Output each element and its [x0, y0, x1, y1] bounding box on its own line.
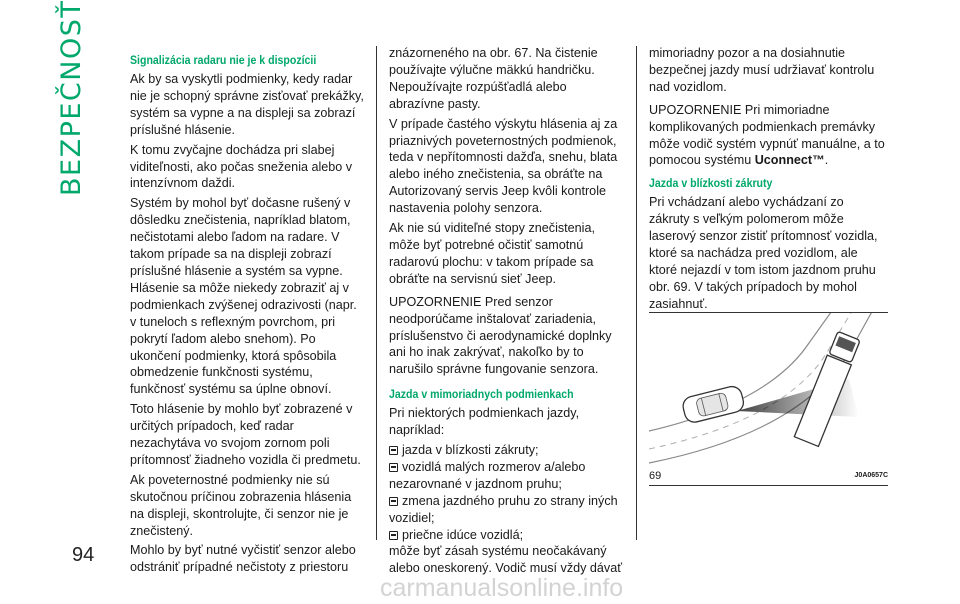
list-item: priečne idúce vozidlá; — [389, 527, 625, 544]
bullet-icon — [389, 531, 398, 540]
bullet-icon — [389, 446, 398, 455]
column-divider — [376, 46, 377, 540]
bullet-icon — [389, 463, 398, 472]
bullet-list — [389, 442, 625, 543]
list-item: vozidlá malých rozmerov a/alebo nezarovnané v jazdnom pruhu; — [389, 459, 586, 491]
paragraph: Toto hlásenie by mohlo byť zobrazené v určitých prípadoch, keď radar nezachytáva vo svojom zornom poli prítomnosť žiadneho vozidla či predmetu. — [130, 402, 361, 467]
figure-code: J0A0657C — [854, 472, 888, 479]
watermark: carmanualsonline.info — [380, 574, 624, 602]
paragraph: K tomu zvyčajne dochádza pri slabej viditeľnosti, ako počas sneženia alebo v intenzívnom daždi. — [130, 142, 353, 191]
list-item: zmena jazdného pruhu zo strany iných vozidiel; — [389, 493, 618, 525]
paragraph: mimoriadny pozor a na dosiahnutie bezpečnej jazdy musí udržiavať kontrolu nad vozidlom. — [649, 46, 875, 94]
car-icon — [681, 384, 746, 424]
column-1 — [130, 52, 366, 579]
list-item: jazda v blízkosti zákruty; — [389, 442, 625, 459]
curve-road-illustration — [649, 313, 888, 485]
paragraph: V prípade častého výskytu hlásenia aj za priaznivých poveternostných podmienok, teda v nepřítomnosti dažďa, snehu, blata alebo iného znečistenia, sa obráťte na Autorizovaný servis Jeep kvôli kontrole nastavenia polohy senzora. — [389, 116, 618, 216]
heading-near-curve: Jazda v blízkosti zákruty — [649, 176, 773, 191]
paragraph: Systém by mohol byť dočasne rušený v dôsledku znečistenia, napríklad blatom, nečistotami alebo ľadom na radare. V takom prípade sa na displeji zobrazí príslušné hlásenie a systém sa vypne. Hlásenie sa môže niekedy zobraziť aj v podmienkach zvýšenej odrazivosti (napr. v tuneloch s reflexným povrchom, pri pokrytí ľadom alebo snehom). Po ukončení podmienky, ktorá spôsobila obmedzenie funkčnosti systému, funkčnosť systému sa úplne obnoví. — [130, 196, 357, 397]
uconnect-brand: Uconnect™ — [754, 153, 825, 168]
column-2 — [389, 45, 625, 580]
column-divider — [636, 46, 637, 540]
warning-paragraph: UPOZORNENIE Pri mimoriadne komplikovaných podmienkach premávky môže vodič systém vypnúť manuálne, a to pomocou systému Uconnect™. — [649, 102, 885, 168]
page-number: 94 — [72, 544, 95, 566]
paragraph: Ak poveternostné podmienky nie sú skutočnou príčinou zobrazenia hlásenia na displeji, skontrolujte, či senzor nie je znečistený. — [130, 472, 352, 538]
paragraph: môže byť zásah systému neočakávaný alebo oneskorený. Vodič musí vždy dávať — [389, 544, 622, 576]
heading-radar-unavailable: Signalizácia radaru nie je k dispozícii — [130, 53, 317, 67]
paragraph: Pri vchádzaní alebo vychádzaní zo zákruty s veľkým polomerom môže laserový senzor zistiť prítomnosť vozidla, ktoré sa nachádza pred vozidlom, ale ktoré nejazdí v tom istom jazdnom pruhu obr. 69. V takých prípadoch by mohol zasiahnuť. — [649, 195, 878, 311]
figure-curve-illustration — [649, 312, 888, 486]
paragraph: Ak nie sú viditeľné stopy znečistenia, môže byť potrebné očistiť samotnú radarovú plochu: v takom prípade sa obráťte na servisnú sieť Jeep. — [389, 221, 595, 286]
bullet-icon — [389, 497, 398, 506]
warning-paragraph: UPOZORNENIE Pred senzor neodporúčame inštalovať zariadenia, príslušenstvo či aerodynamické doplnky ani ho inak zakrývať, nakoľko by to narušilo správne fungovanie senzora. — [389, 294, 612, 377]
paragraph: Mohlo by byť nutné vyčistiť senzor alebo odstrániť prípadné nečistoty z priestoru — [130, 543, 356, 575]
section-title: BEZPEČNOSŤ — [56, 0, 87, 196]
heading-special-conditions: Jazda v mimoriadnych podmienkach — [389, 387, 574, 402]
figure-number: 69 — [649, 470, 662, 482]
column-3 — [649, 45, 885, 316]
paragraph: Ak by sa vyskytli podmienky, kedy radar nie je schopný správne zisťovať prekážky, systém sa vypne a na displeji sa zobrazí príslušné hlásenie. — [130, 72, 364, 137]
paragraph: Pri niektorých podmienkach jazdy, napríklad: — [389, 406, 580, 438]
paragraph: znázorneného na obr. 67. Na čistenie používajte výlučne mäkkú handričku. Nepoužívajte rozpúšťadlá alebo abrazívne pasty. — [389, 46, 598, 111]
